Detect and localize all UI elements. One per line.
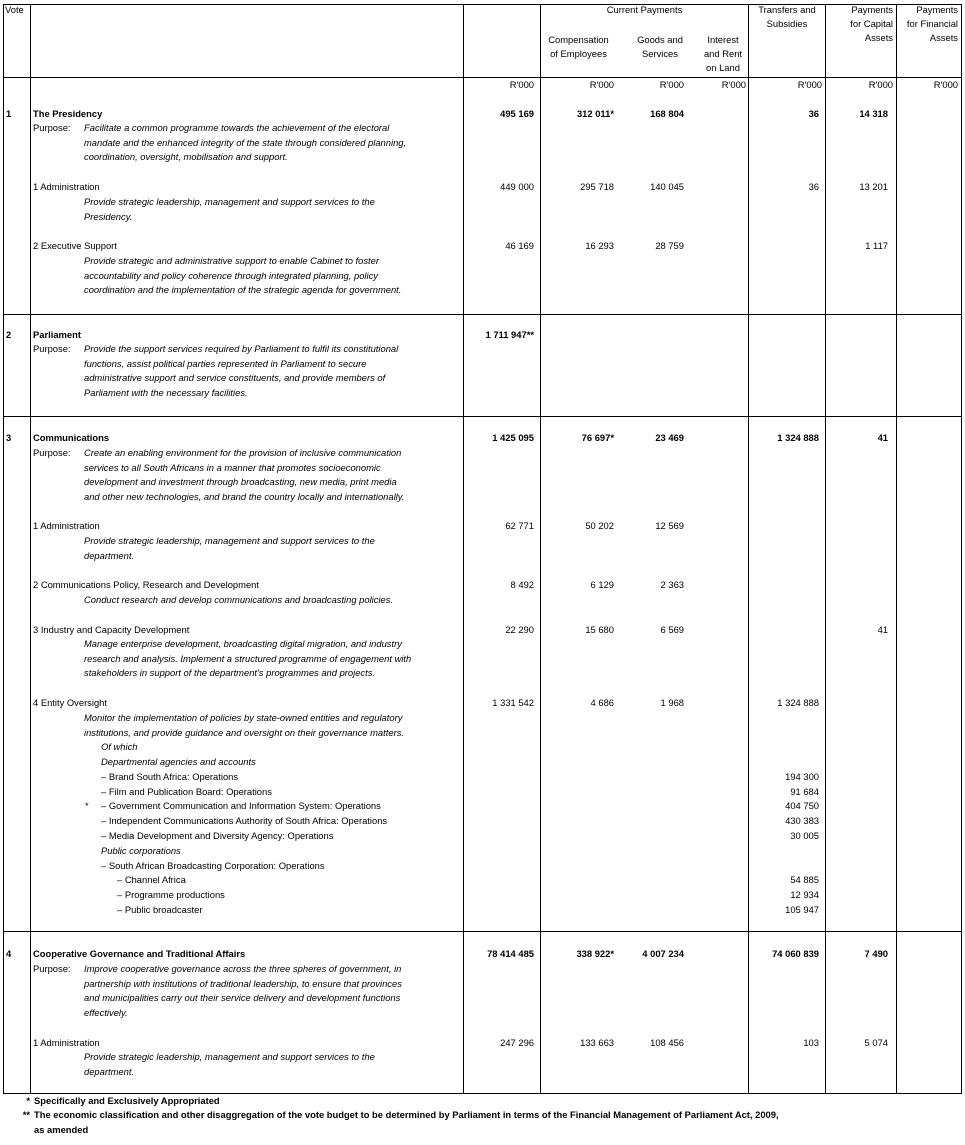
unit-interest: R'000 — [721, 79, 746, 90]
vote-title: Cooperative Governance and Traditional Affairs — [33, 948, 246, 959]
unit-total: R'000 — [509, 79, 534, 90]
header-goods-services: Goods and Services — [637, 34, 683, 59]
vote-title: The Presidency — [33, 108, 103, 119]
footnote-text: Specifically and Exclusively Appropriated — [34, 1095, 220, 1106]
unit-goods: R'000 — [659, 79, 684, 90]
unit-transfers: R'000 — [797, 79, 822, 90]
sabc-item-name: – Programme productions — [117, 889, 225, 900]
header-transfers: Transfers and Subsidies — [758, 4, 816, 29]
programme-capital: 1 117 — [865, 240, 888, 251]
programme-desc: Provide strategic leadership, management and support services to the department. — [84, 1051, 375, 1077]
programme-transfers: 36 — [808, 181, 819, 192]
programme-desc: Conduct research and develop communications and broadcasting policies. — [84, 594, 394, 605]
header-current-payments: Current Payments — [606, 4, 683, 15]
grid-line — [961, 4, 962, 1094]
programme-total: 46 169 — [505, 240, 534, 251]
vote-total: 495 169 — [500, 108, 534, 119]
agency-name: – Media Development and Diversity Agency: Operations — [101, 830, 334, 841]
programme-capital: 5 074 — [864, 1037, 888, 1048]
agencies-heading: Departmental agencies and accounts — [101, 756, 256, 767]
purpose-text: Create an enabling environment for the provision of inclusive communication services to all South Africans in a manner that promotes socioeconomic development and investment through broadcasting, new media, print media and other new technologies, and brand the country locally and internationally. — [84, 447, 405, 502]
programme-goods: 6 569 — [660, 624, 684, 635]
vote-capital: 41 — [877, 432, 888, 443]
programme-name: 3 Industry and Capacity Development — [33, 624, 190, 635]
programme-compensation: 133 663 — [580, 1037, 614, 1048]
purpose-label: Purpose: — [33, 963, 71, 974]
programme-name: 1 Administration — [33, 1037, 100, 1048]
programme-compensation: 4 686 — [590, 697, 614, 708]
vote-compensation: 76 697* — [581, 432, 614, 443]
sabc-item-value: 105 947 — [785, 904, 819, 915]
programme-total: 1 331 542 — [492, 697, 534, 708]
of-which-label: Of which — [101, 741, 138, 752]
vote-title: Parliament — [33, 329, 81, 340]
programme-name: 2 Executive Support — [33, 240, 117, 251]
grid-line — [3, 416, 961, 417]
footnote-text: as amended — [34, 1124, 89, 1135]
agency-value: 430 383 — [785, 815, 819, 826]
programme-desc: Provide strategic leadership, management and support services to the Presidency. — [84, 196, 375, 222]
vote-title: Communications — [33, 432, 110, 443]
vote-goods: 4 007 234 — [642, 948, 684, 959]
vote-transfers: 1 324 888 — [777, 432, 819, 443]
programme-desc: Manage enterprise development, broadcasting digital migration, and industry research and analysis. Implement a structured programme of engagement with stakeholders in support of the department's programmes and projects. — [84, 638, 412, 679]
footnote-text: The economic classification and other disaggregation of the vote budget to be determined by Parliament in terms of the Financial Management of Parliament Act, 2009, — [34, 1109, 779, 1120]
programme-desc: Provide strategic and administrative support to enable Cabinet to foster accountability and policy coherence through integrated planning, policy coordination and the implementation of the strategic agenda for government. — [84, 255, 402, 296]
vote-number: 4 — [6, 948, 12, 959]
unit-capital: R'000 — [868, 79, 893, 90]
vote-capital: 14 318 — [859, 108, 888, 119]
unit-compensation: R'000 — [589, 79, 614, 90]
programme-transfers: 103 — [803, 1037, 819, 1048]
agency-name: – Brand South Africa: Operations — [101, 771, 239, 782]
footnote-mark: ** — [22, 1109, 30, 1120]
agency-value: 404 750 — [785, 800, 819, 811]
programme-compensation: 50 202 — [585, 520, 614, 531]
programme-transfers: 1 324 888 — [777, 697, 819, 708]
programme-total: 247 296 — [500, 1037, 534, 1048]
programme-name: 4 Entity Oversight — [33, 697, 107, 708]
agency-marker: * — [85, 800, 89, 811]
vote-transfers: 36 — [808, 108, 819, 119]
programme-total: 62 771 — [505, 520, 534, 531]
programme-capital: 41 — [877, 624, 888, 635]
vote-total: 1 425 095 — [492, 432, 534, 443]
programme-goods: 12 569 — [655, 520, 684, 531]
footnote-mark: * — [26, 1095, 30, 1106]
programme-name: 1 Administration — [33, 181, 100, 192]
sabc-item-name: – Channel Africa — [117, 874, 186, 885]
vote-number: 3 — [6, 432, 12, 443]
agency-value: 30 005 — [790, 830, 819, 841]
grid-line — [3, 931, 961, 932]
purpose-label: Purpose: — [33, 122, 71, 133]
vote-goods: 23 469 — [655, 432, 684, 443]
header-vote: Vote — [5, 4, 24, 15]
header-interest-rent: Interest and Rent on Land — [703, 34, 743, 73]
purpose-text: Improve cooperative governance across the three spheres of government, in partnership with institutions of traditional leadership, to ensure that provinces and municipalities carry out their service delivery and development functions effectively. — [84, 963, 402, 1018]
programme-compensation: 16 293 — [585, 240, 614, 251]
programme-goods: 28 759 — [655, 240, 684, 251]
programme-total: 8 492 — [510, 579, 534, 590]
unit-financial: R'000 — [933, 79, 958, 90]
purpose-label: Purpose: — [33, 447, 71, 458]
programme-goods: 1 968 — [660, 697, 684, 708]
purpose-label: Purpose: — [33, 343, 71, 354]
sabc-item-name: – Public broadcaster — [117, 904, 203, 915]
purpose-text: Provide the support services required by Parliament to fulfil its constitutional functions, assist political parties represented in Parliament to secure administrative support and service constituents, and provide members of Parliament with the necessary facilities. — [84, 343, 399, 398]
agency-name: – Film and Publication Board: Operations — [101, 786, 272, 797]
programme-name: 1 Administration — [33, 520, 100, 531]
vote-total: 78 414 485 — [487, 948, 534, 959]
programme-desc: Monitor the implementation of policies by state-owned entities and regulatory institutions, and provide guidance and oversight on their governance matters. — [84, 712, 404, 738]
programme-compensation: 15 680 — [585, 624, 614, 635]
agency-name: – Government Communication and Information System: Operations — [101, 800, 381, 811]
programme-goods: 140 045 — [650, 181, 684, 192]
programme-total: 22 290 — [505, 624, 534, 635]
agency-value: 91 684 — [790, 786, 819, 797]
vote-total: 1 711 947** — [485, 329, 534, 340]
header-compensation: Compensation of Employees — [548, 34, 609, 59]
vote-transfers: 74 060 839 — [772, 948, 819, 959]
public-corporations-heading: Public corporations — [101, 845, 181, 856]
programme-total: 449 000 — [500, 181, 534, 192]
header-financial-assets: Payments for Financial Assets — [906, 4, 958, 43]
programme-compensation: 6 129 — [590, 579, 614, 590]
programme-name: 2 Communications Policy, Research and Development — [33, 579, 259, 590]
programme-compensation: 295 718 — [580, 181, 614, 192]
agency-name: – Independent Communications Authority of South Africa: Operations — [101, 815, 388, 826]
sabc-name: – South African Broadcasting Corporation: Operations — [101, 860, 325, 871]
grid-line — [3, 314, 961, 315]
agency-value: 194 300 — [785, 771, 819, 782]
vote-compensation: 338 922* — [576, 948, 614, 959]
programme-goods: 108 456 — [650, 1037, 684, 1048]
programme-desc: Provide strategic leadership, management and support services to the department. — [84, 535, 375, 561]
purpose-text: Facilitate a common programme towards the achievement of the electoral mandate and the enhanced integrity of the state through considered planning, coordination, oversight, mobilisation and support. — [84, 122, 407, 163]
sabc-item-value: 54 885 — [790, 874, 819, 885]
header-capital-assets: Payments for Capital Assets — [850, 4, 893, 43]
vote-compensation: 312 011* — [576, 108, 614, 119]
vote-number: 1 — [6, 108, 12, 119]
vote-capital: 7 490 — [864, 948, 888, 959]
sabc-item-value: 12 934 — [790, 889, 819, 900]
vote-goods: 168 804 — [650, 108, 684, 119]
vote-number: 2 — [6, 329, 12, 340]
programme-capital: 13 201 — [859, 181, 888, 192]
programme-goods: 2 363 — [660, 579, 684, 590]
